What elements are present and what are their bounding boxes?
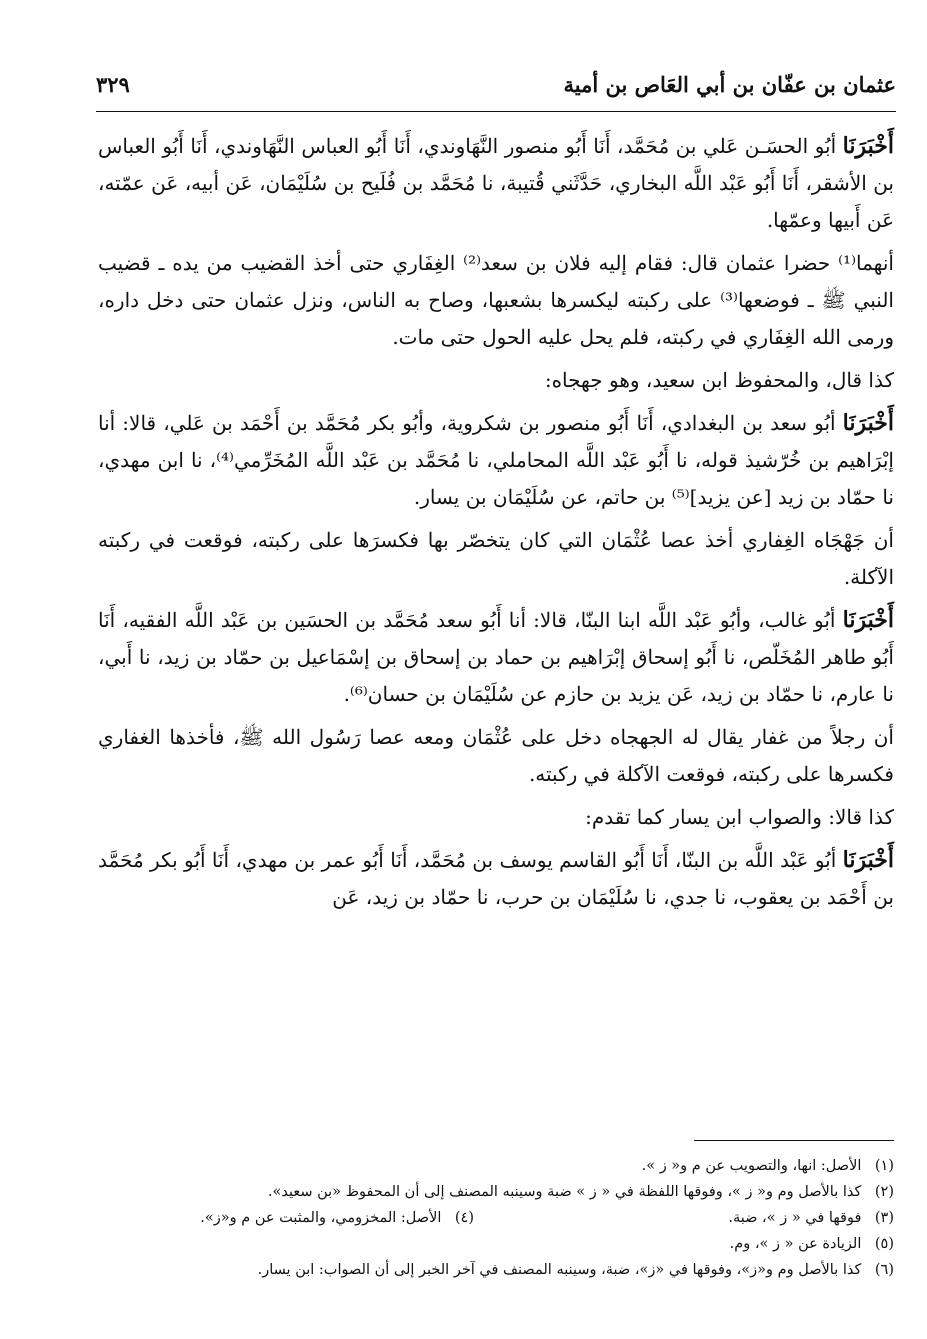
- paragraph-isnad-1: [98, 128, 894, 239]
- footnote-text: الزيادة عن « ز »، وم.: [729, 1236, 862, 1252]
- paragraph-comment-2: [98, 799, 894, 836]
- footnote-row-3-4: [98, 1205, 894, 1231]
- paragraph-text: أبُو الحسَـن عَلي بن مُحَمَّد، أَنَا أَبُو منصور النَّهَاوندي، أَنَا أَبُو العباس النَّهَاوندي، أَنَا أَبُو العباس بن الأشقر، أَنَا أَبُو عَبْد اللَّه البخاري، حَدَّثَني قُتيبة، نا مُحَمَّد بن فُلَيح بن سُلَيْمَان، عَن أبيه، عَن عمّته، عَن أَبيها وعمّها.: [98, 134, 894, 232]
- paragraph-isnad-4: [98, 842, 894, 916]
- footnote-text: الأصل: المخزومي، والمثبت عن م و«ز».: [200, 1210, 442, 1226]
- footnote-4: [200, 1205, 474, 1231]
- footnote-3: [474, 1205, 894, 1231]
- akhbarana-keyword: أَخْبَرَنَا: [842, 410, 894, 436]
- footnote-1: [98, 1153, 894, 1179]
- paragraph-isnad-2: [98, 405, 894, 516]
- page-number: ٣٢٩: [96, 72, 130, 97]
- paragraph-matn-2: [98, 522, 894, 596]
- running-title: عثمان بن عفّان بن أبي العَاص بن أمية: [563, 72, 896, 97]
- akhbarana-keyword: أَخْبَرَنَا: [842, 847, 894, 873]
- footnote-text: الأصل: انها، والتصويب عن م و« ز ».: [641, 1158, 862, 1174]
- paragraph-text: أبُو غالب، وأبُو عَبْد اللَّه ابنا البنّا، قالا: أنا أَبُو سعد مُحَمَّد بن الحسَين بن عَبْد اللَّه الفقيه، أَنَا أَبُو طاهر المُخَلّص، نا أَبُو إسحاق إبْرَاهيم بن حماد بن إسحاق بن إسْمَاعيل بن حمّاد بن زيد، نا أَبي، نا عارم، نا حمّاد بن زيد، عَن يزيد بن حازم عن سُلَيْمَان بن حسان⁽⁶⁾.: [98, 608, 894, 706]
- paragraph-text: أبُو عَبْد اللَّه بن البنّا، أَنَا أَبُو القاسم يوسف بن مُحَمَّد، أَنَا أَبُو عمر بن مهدي، أَنَا أَبُو بكر مُحَمَّد بن أَحْمَد بن يعقوب، نا جدي، نا سُلَيْمَان بن حرب، نا حمّاد بن زيد، عَن: [98, 848, 894, 909]
- paragraph-text: أن جَهْجَاه الغِفاري أخذ عصا عُثْمَان التي كان يتخصّر بها فكسرَها على ركبته، فوقعت في ركبته الآكلة.: [98, 528, 894, 589]
- footnote-6: [98, 1257, 894, 1283]
- footnote-number: (٦): [874, 1262, 894, 1278]
- footnote-number: (٥): [874, 1236, 894, 1252]
- paragraph-text: أن رجلاً من غفار يقال له الجهجاه دخل على عُثْمَان ومعه عصا رَسُول الله ﷺ، فأخذها الغفاري فكسرها على ركبته، فوقعت الآكلة في ركبته.: [98, 725, 894, 786]
- footnote-text: فوقها في « ز »، ضبة.: [728, 1210, 862, 1226]
- footnote-text: كذا بالأصل وم و«ز»، وفوقها في «ز»، ضبة، وسينبه المصنف في آخر الخبر إلى أن الصواب: ابن يسار.: [257, 1262, 862, 1278]
- header-divider: [96, 111, 896, 112]
- footnote-number: (٣): [874, 1210, 894, 1226]
- footnote-2: [98, 1179, 894, 1205]
- paragraph-text: أنهما⁽¹⁾ حضرا عثمان قال: فقام إليه فلان بن سعد⁽²⁾ الغِفَاري حتى أخذ القضيب من يده ـ قضيب النبي ﷺ ـ فوضعها⁽³⁾ على ركبته ليكسرها بشعبها، وصاح به الناس، ونزل عثمان حتى دخل داره، ورمى الله الغِفَاري في ركبته، فلم يحل عليه الحول حتى مات.: [98, 251, 894, 349]
- paragraph-text: أبُو سعد بن البغدادي، أَنَا أَبُو منصور بن شكروية، وأبُو بكر مُحَمَّد بن أَحْمَد بن عَلي، قالا: أنا إبْرَاهيم بن خُرّشيذ قوله، نا أَبُو عَبْد اللَّه المحاملي، نا مُحَمَّد بن عَبْد اللَّه المُخَرِّمي⁽⁴⁾، نا ابن مهدي، نا حمّاد بن زيد [عن يزيد]⁽⁵⁾ بن حاتم، عن سُلَيْمَان بن يسار.: [98, 411, 894, 509]
- footnote-number: (٤): [454, 1210, 474, 1226]
- footnotes: [98, 1153, 894, 1283]
- main-text: [98, 128, 894, 922]
- paragraph-comment-1: [98, 362, 894, 399]
- footnote-number: (٢): [874, 1184, 894, 1200]
- paragraph-matn-1: [98, 245, 894, 356]
- paragraph-text: كذا قال، والمحفوظ ابن سعيد، وهو جهجاه:: [544, 368, 894, 392]
- akhbarana-keyword: أَخْبَرَنَا: [842, 607, 894, 633]
- page-header: [96, 66, 896, 106]
- paragraph-text: كذا قالا: والصواب ابن يسار كما تقدم:: [585, 805, 894, 829]
- footnote-divider: [694, 1140, 894, 1141]
- footnote-text: كذا بالأصل وم و« ز »، وفوقها اللفظة في « ز » ضبة وسينبه المصنف إلى أن المحفوظ «بن سعيد».: [267, 1184, 862, 1200]
- paragraph-isnad-3: [98, 602, 894, 713]
- paragraph-matn-3: [98, 719, 894, 793]
- akhbarana-keyword: أَخْبَرَنَا: [842, 133, 894, 159]
- footnote-5: [98, 1231, 894, 1257]
- footnote-number: (١): [874, 1158, 894, 1174]
